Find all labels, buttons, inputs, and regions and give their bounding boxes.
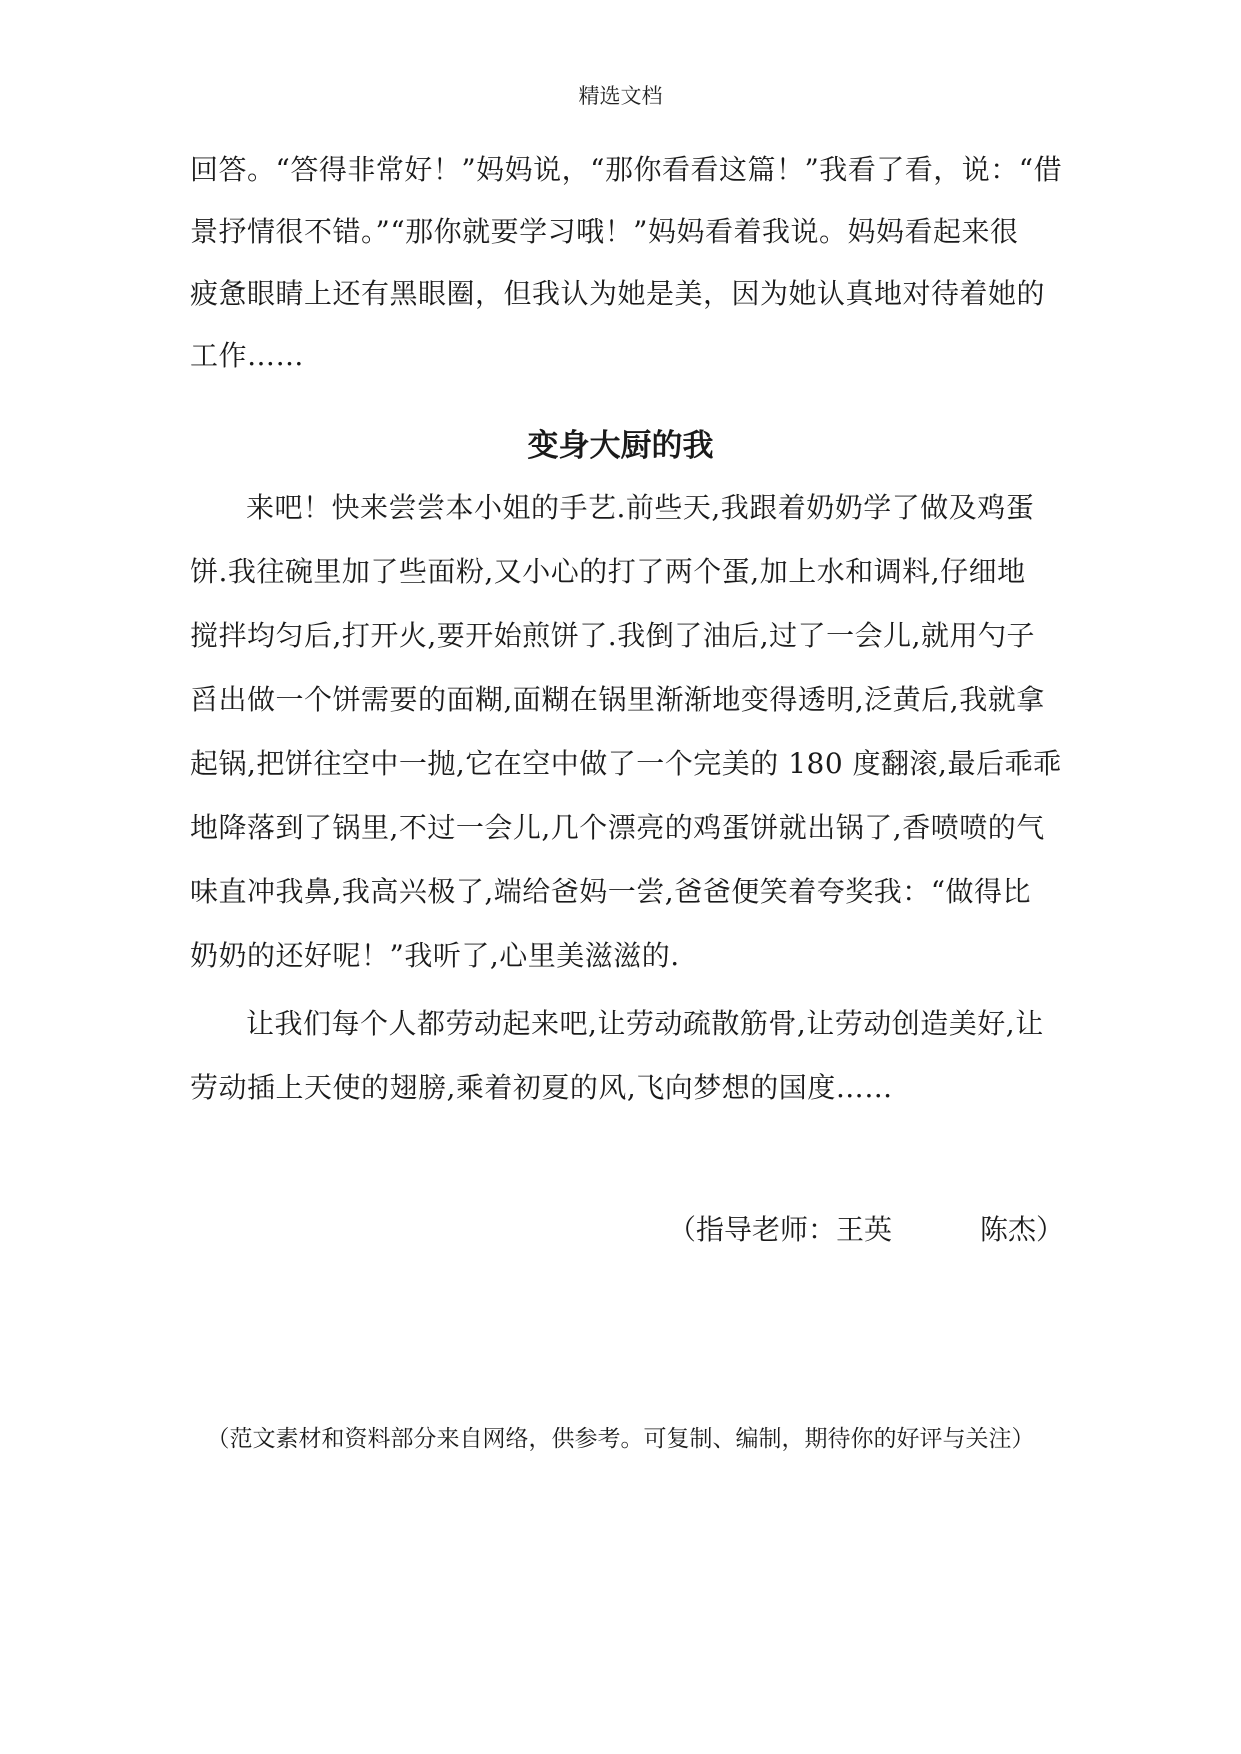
intro-line-2: 景抒情很不错。”“那你就要学习哦！”妈妈看着我说。妈妈看起来很 — [190, 215, 1019, 248]
paragraph1-line-4: 舀出做一个饼需要的面糊,面糊在锅里渐渐地变得透明,泛黄后,我就拿 — [190, 683, 1045, 716]
footer-note: （范文素材和资料部分来自网络，供参考。可复制、编制，期待你的好评与关注） — [206, 1426, 1035, 1452]
intro-line-4: 工作…… — [190, 339, 305, 372]
advisor-suffix: 陈杰） — [980, 1213, 1065, 1246]
essay-title: 变身大厨的我 — [527, 428, 714, 464]
paragraph1-line-2: 饼.我往碗里加了些面粉,又小心的打了两个蛋,加上水和调料,仔细地 — [190, 555, 1026, 588]
paragraph1-line-3: 搅拌均匀后,打开火,要开始煎饼了.我倒了油后,过了一会儿,就用勺子 — [190, 619, 1036, 652]
paragraph2-line-2: 劳动插上天使的翅膀,乘着初夏的风,飞向梦想的国度…… — [190, 1071, 893, 1104]
intro-line-3: 疲惫眼睛上还有黑眼圈，但我认为她是美，因为她认真地对待着她的 — [190, 277, 1046, 310]
paragraph1-line-1: 来吧！快来尝尝本小姐的手艺.前些天,我跟着奶奶学了做及鸡蛋 — [246, 491, 1035, 524]
paragraph1-line-8: 奶奶的还好呢！”我听了,心里美滋滋的. — [190, 939, 680, 972]
intro-line-1: 回答。“答得非常好！”妈妈说，“那你看看这篇！”我看了看，说：“借 — [190, 153, 1063, 186]
advisor-prefix: （指导老师：王英 — [668, 1213, 893, 1246]
paragraph1-line-6: 地降落到了锅里,不过一会儿,几个漂亮的鸡蛋饼就出锅了,香喷喷的气 — [190, 811, 1045, 844]
paragraph2-line-1: 让我们每个人都劳动起来吧,让劳动疏散筋骨,让劳动创造美好,让 — [246, 1007, 1044, 1040]
paragraph1-line-7: 味直冲我鼻,我高兴极了,端给爸妈一尝,爸爸便笑着夸奖我：“做得比 — [190, 875, 1032, 908]
page-header: 精选文档 — [578, 84, 663, 108]
advisor-credit — [668, 1210, 1064, 1250]
paragraph1-line-5: 起锅,把饼往空中一抛,它在空中做了一个完美的 180 度翻滚,最后乖乖 — [190, 747, 1062, 780]
